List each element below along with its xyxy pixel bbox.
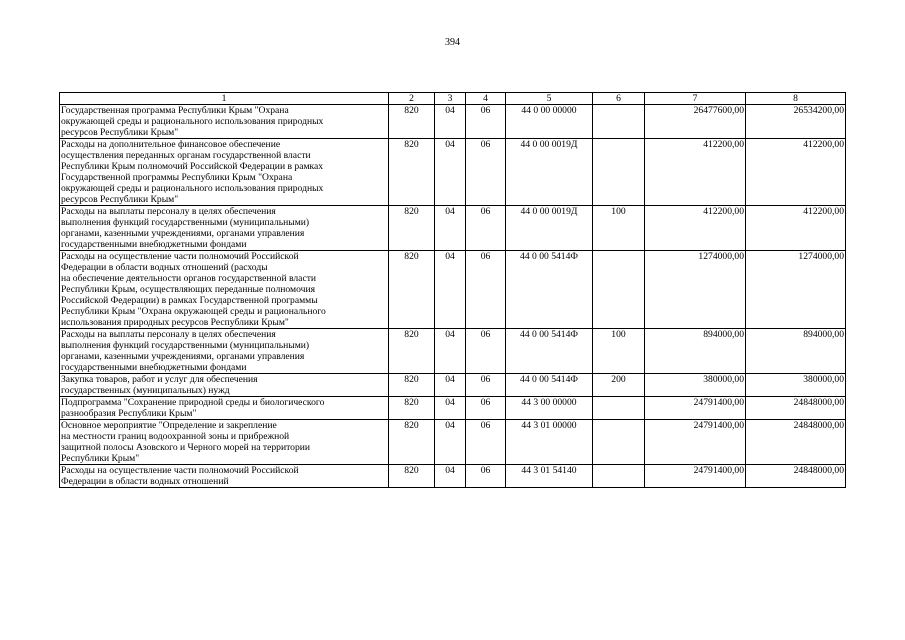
amount-col8: 1274000,00 (746, 251, 846, 329)
subsection-code: 06 (466, 251, 506, 329)
amount-col7: 24791400,00 (645, 465, 746, 488)
subsection-code: 06 (466, 420, 506, 465)
subsection-code: 06 (466, 105, 506, 139)
row-name: Основное мероприятие "Определение и закрепление на местности границ водоохранной зоны и прибрежной защитной полосы Азовского и Черного морей на территории Республики Крым" (60, 420, 389, 465)
table-row (60, 206, 846, 251)
subsection-code: 06 (466, 139, 506, 206)
expense-type-code (593, 465, 645, 488)
amount-col7: 26477600,00 (645, 105, 746, 139)
amount-col8: 26534200,00 (746, 105, 846, 139)
section-code: 04 (435, 465, 466, 488)
column-header: 4 (466, 93, 506, 105)
column-header: 6 (593, 93, 645, 105)
section-code: 04 (435, 206, 466, 251)
target-article-code: 44 0 00 00000 (506, 105, 593, 139)
amount-col7: 412200,00 (645, 139, 746, 206)
table-row (60, 105, 846, 139)
target-article-code: 44 3 01 54140 (506, 465, 593, 488)
table-row (60, 397, 846, 420)
row-name: Государственная программа Республики Крым "Охрана окружающей среды и рационального использования природных ресурсов Республики Крым" (60, 105, 389, 139)
expense-type-code: 100 (593, 329, 645, 374)
column-header: 3 (435, 93, 466, 105)
target-article-code: 44 0 00 5414Ф (506, 374, 593, 397)
row-name: Расходы на выплаты персоналу в целях обеспечения выполнения функций государственными (муниципальными) органами, казенными учреждениями, органами управления государственными внебюджетными фондами (60, 206, 389, 251)
section-code: 04 (435, 420, 466, 465)
table-row (60, 251, 846, 329)
row-name: Закупка товаров, работ и услуг для обеспечения государственных (муниципальных) нужд (60, 374, 389, 397)
expense-type-code (593, 139, 645, 206)
ministry-code: 820 (389, 206, 435, 251)
ministry-code: 820 (389, 374, 435, 397)
ministry-code: 820 (389, 251, 435, 329)
target-article-code: 44 3 01 00000 (506, 420, 593, 465)
subsection-code: 06 (466, 465, 506, 488)
table-row (60, 374, 846, 397)
amount-col7: 1274000,00 (645, 251, 746, 329)
section-code: 04 (435, 374, 466, 397)
subsection-code: 06 (466, 329, 506, 374)
ministry-code: 820 (389, 397, 435, 420)
row-name: Расходы на выплаты персоналу в целях обеспечения выполнения функций государственными (муниципальными) органами, казенными учреждениями, органами управления государственными внебюджетными фондами (60, 329, 389, 374)
section-code: 04 (435, 251, 466, 329)
amount-col8: 24848000,00 (746, 465, 846, 488)
column-header: 7 (645, 93, 746, 105)
section-code: 04 (435, 329, 466, 374)
target-article-code: 44 3 00 00000 (506, 397, 593, 420)
target-article-code: 44 0 00 0019Д (506, 206, 593, 251)
table-row (60, 139, 846, 206)
row-name: Расходы на осуществление части полномочий Российской Федерации в области водных отношений (расходы на обеспечение деятельности органов государственной власти Республики Крым, осуществляющих переданные полномочия Российской Федерации) в рамках Государственной программы Республики Крым "Охрана окружающей среды и рационального использования природных ресурсов Республики Крым" (60, 251, 389, 329)
row-name: Расходы на осуществление части полномочий Российской Федерации в области водных отношений (60, 465, 389, 488)
amount-col8: 412200,00 (746, 139, 846, 206)
budget-table (59, 92, 846, 488)
expense-type-code: 200 (593, 374, 645, 397)
table-row (60, 420, 846, 465)
table-header-row (60, 93, 846, 105)
amount-col7: 24791400,00 (645, 397, 746, 420)
expense-type-code (593, 105, 645, 139)
amount-col8: 412200,00 (746, 206, 846, 251)
ministry-code: 820 (389, 465, 435, 488)
column-header: 5 (506, 93, 593, 105)
amount-col7: 412200,00 (645, 206, 746, 251)
target-article-code: 44 0 00 5414Ф (506, 329, 593, 374)
expense-type-code (593, 420, 645, 465)
amount-col8: 380000,00 (746, 374, 846, 397)
ministry-code: 820 (389, 139, 435, 206)
subsection-code: 06 (466, 397, 506, 420)
section-code: 04 (435, 397, 466, 420)
subsection-code: 06 (466, 374, 506, 397)
ministry-code: 820 (389, 105, 435, 139)
column-header: 1 (60, 93, 389, 105)
expense-type-code (593, 251, 645, 329)
ministry-code: 820 (389, 329, 435, 374)
expense-type-code: 100 (593, 206, 645, 251)
ministry-code: 820 (389, 420, 435, 465)
expense-type-code (593, 397, 645, 420)
amount-col7: 894000,00 (645, 329, 746, 374)
table-row (60, 329, 846, 374)
amount-col8: 894000,00 (746, 329, 846, 374)
section-code: 04 (435, 105, 466, 139)
amount-col8: 24848000,00 (746, 397, 846, 420)
column-header: 2 (389, 93, 435, 105)
target-article-code: 44 0 00 0019Д (506, 139, 593, 206)
column-header: 8 (746, 93, 846, 105)
amount-col8: 24848000,00 (746, 420, 846, 465)
row-name: Расходы на дополнительное финансовое обеспечение осуществления переданных органам государственной власти Республики Крым полномочий Российской Федерации в рамках Государственной программы Республики Крым "Охрана окружающей среды и рационального использования природных ресурсов Республики Крым" (60, 139, 389, 206)
page-number: 394 (445, 37, 460, 48)
amount-col7: 24791400,00 (645, 420, 746, 465)
row-name: Подпрограмма "Сохранение природной среды и биологического разнообразия Республики Крым" (60, 397, 389, 420)
target-article-code: 44 0 00 5414Ф (506, 251, 593, 329)
table-row (60, 465, 846, 488)
subsection-code: 06 (466, 206, 506, 251)
section-code: 04 (435, 139, 466, 206)
amount-col7: 380000,00 (645, 374, 746, 397)
